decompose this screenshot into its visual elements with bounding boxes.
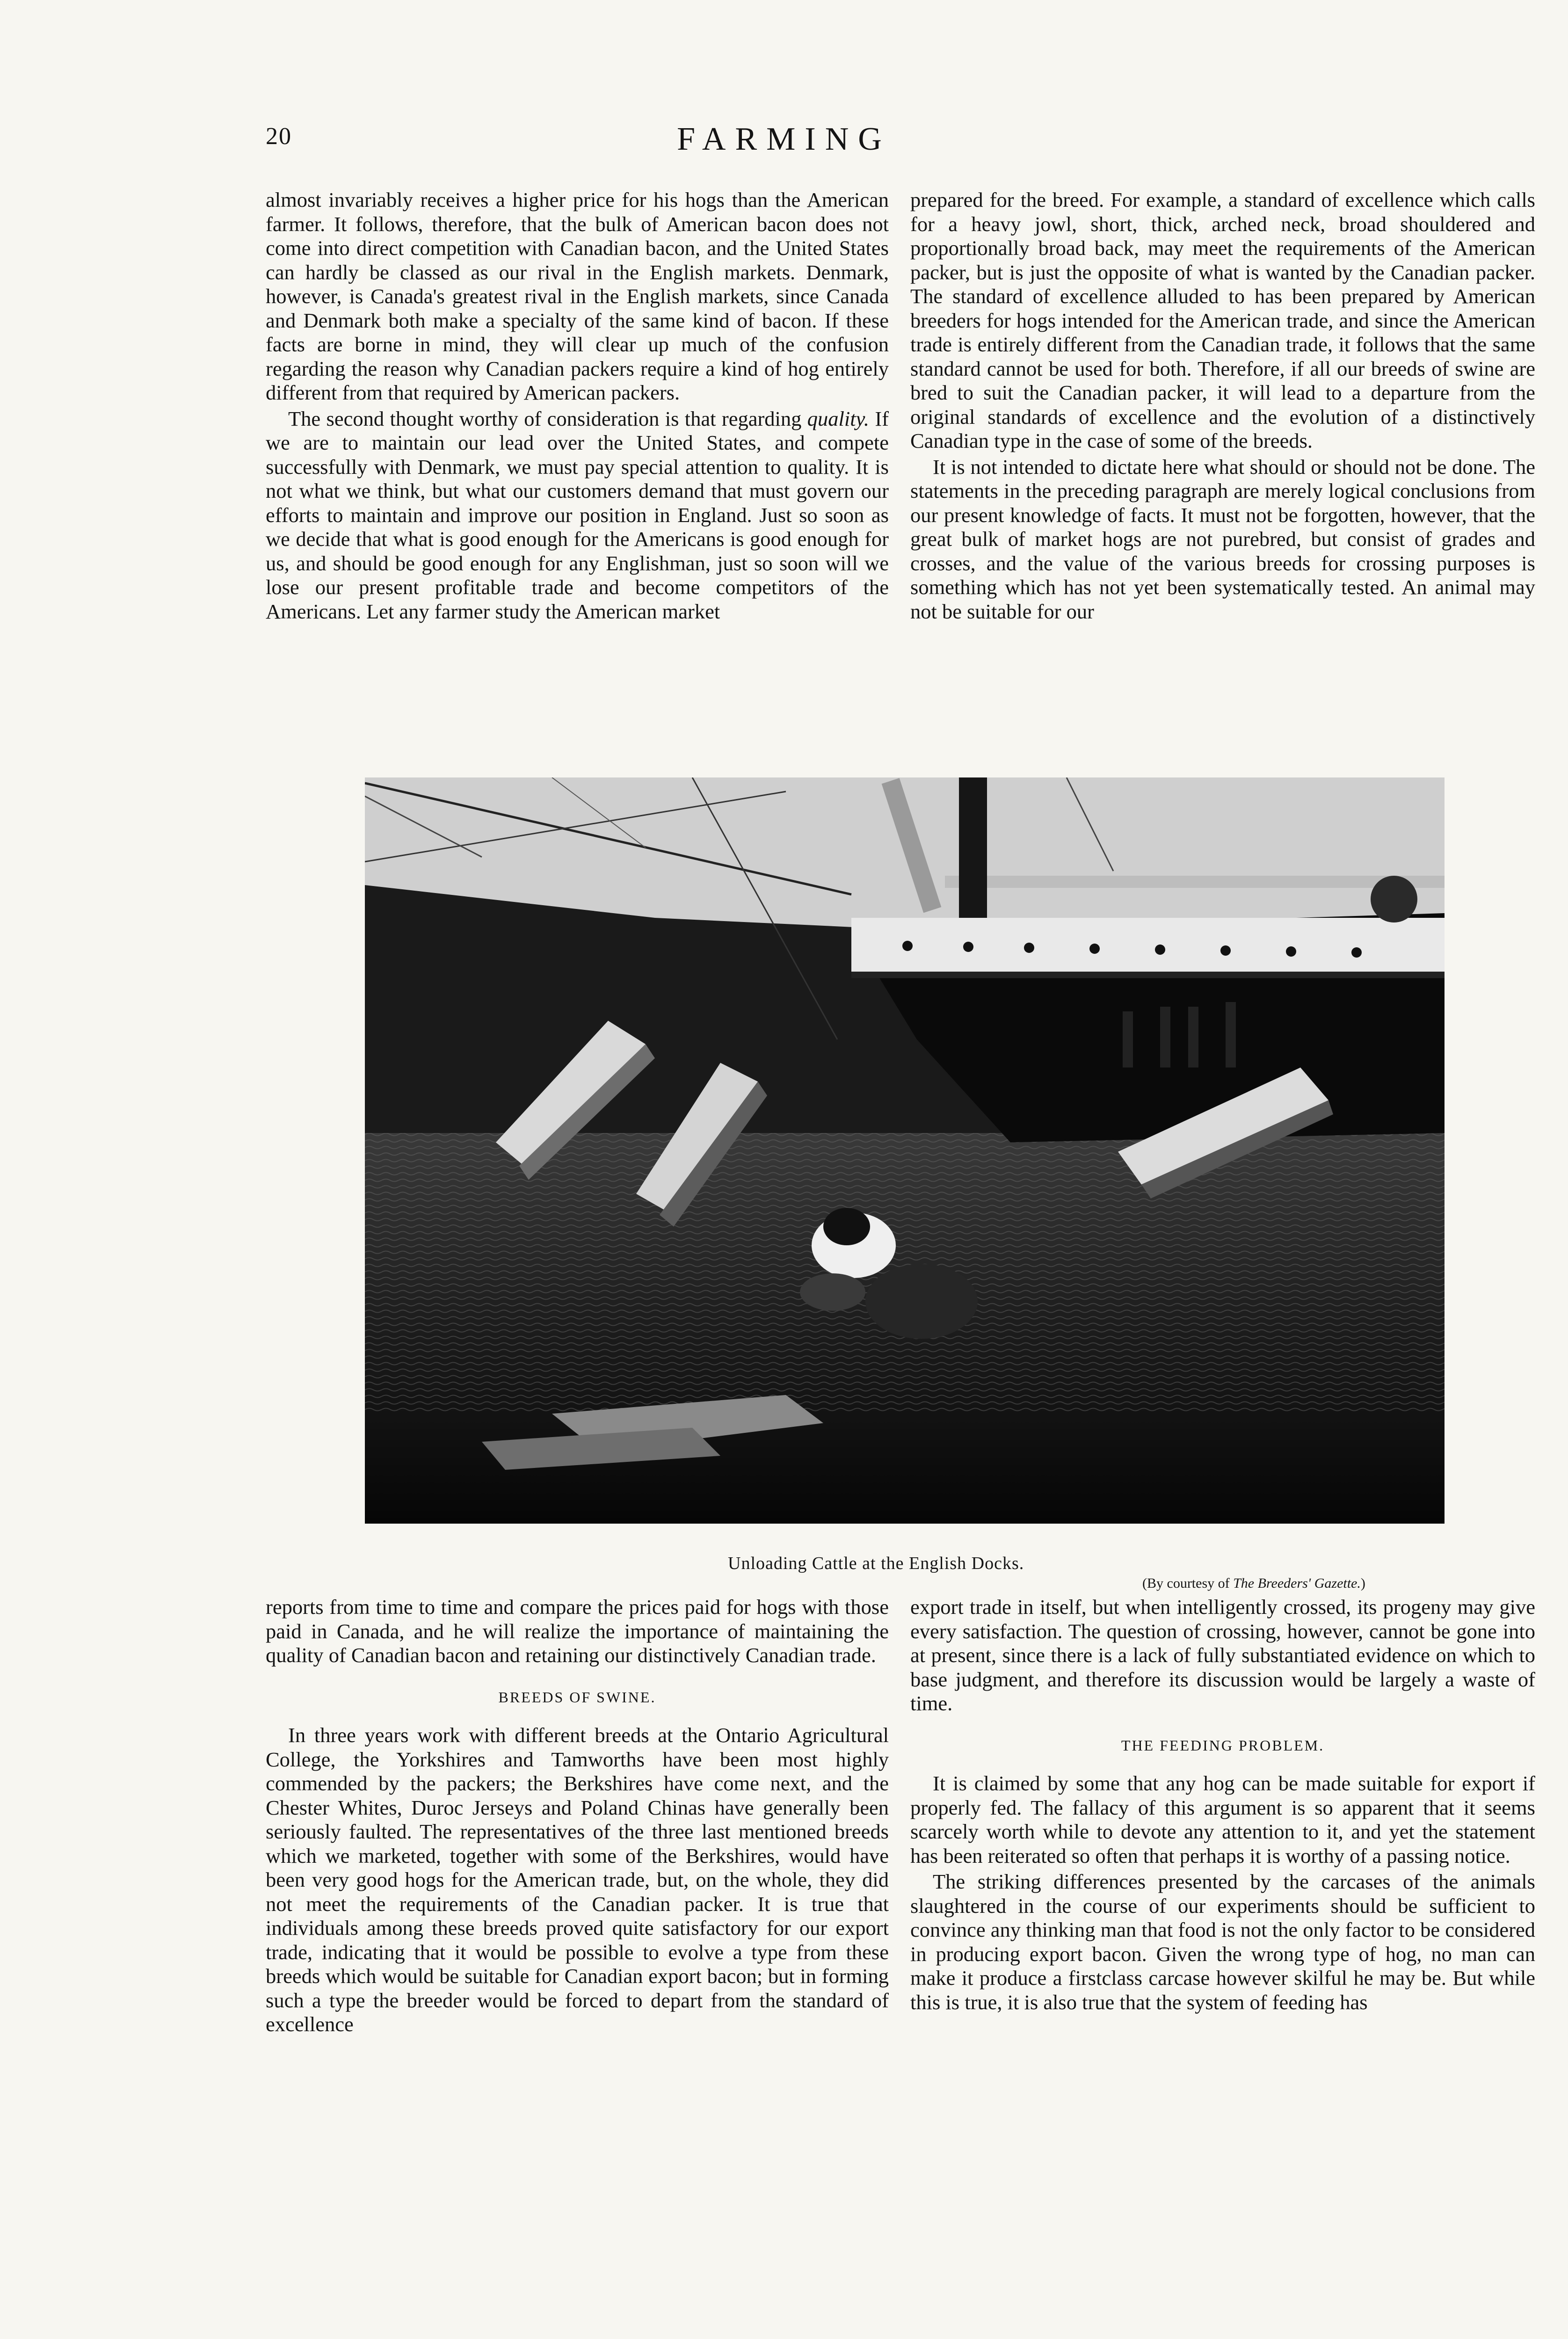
running-head: FARMING [677, 121, 891, 157]
paragraph: export trade in itself, but when intelligently crossed, its progeny may give every satisfaction. The question of crossing, however, cannot be gone into at present, since there is a lack of fully substantiated evidence on which to base judgment, and therefore its discussion would be largely a waste of time. [910, 1595, 1535, 1715]
paragraph: The striking differences presented by the carcases of the animals slaughtered in the course of our experiments should be sufficient to convince any thinking man that food is not the only factor to be considered in producing export bacon. Given the wrong type of hog, no man can make it produce a firstclass carcase however skilful he may be. But while this is true, it is also true that the system of feeding has [910, 1870, 1535, 2014]
quality-paragraph: The second thought worthy of consideration is that regarding quality. If we are to maintain our lead over the United States, and compete successfully with Denmark, we must pay special attention to quality. It is not what we think, but what our customers demand that must govern our efforts to maintain and improve our position in England. Just so soon as we decide that what is good enough for the Americans is good enough for us, and should be good enough for any Englishman, just so soon will we lose our present profitable trade and become competitors of the Americans. Let any farmer study the American market [266, 407, 889, 623]
paragraph: reports from time to time and compare the prices paid for hogs with those paid in Canada, and he will realize the importance of maintaining the quality of Canadian bacon and retaining our distinctively Canadian trade. [266, 1595, 889, 1667]
quality-emphasis: quality. [807, 407, 869, 430]
paragraph: prepared for the breed. For example, a standard of excellence which calls for a heavy jowl, short, thick, arched neck, broad shouldered and proportionally broad back, may meet the requirements of the American packer, but is just the opposite of what is wanted by the Canadian packer. The standard of excellence alluded to has been prepared by American breeders for hogs intended for the American trade, and since the American trade is entirely different from the Canadian trade, it follows that the same standard cannot be used for both. Therefore, if all our breeds of swine are bred to suit the Canadian packer, it will lead to a departure from the original standards of excellence and the evolution of a distinctively Canadian type in the case of some of the breeds. [910, 188, 1535, 452]
paragraph: almost invariably receives a higher price for his hogs than the American farmer. It follows, therefore, that the bulk of American bacon does not come into direct competition with Canadian bacon, and the United States can hardly be classed as our rival in the English markets. Denmark, however, is Canada's greatest rival in the English markets, since Canada and Denmark both make a specialty of the same kind of bacon. If these facts are borne in mind, they will clear up much of the confusion regarding the reason why Canadian packers require a kind of hog entirely different from that required by American packers. [266, 188, 889, 404]
paragraph: It is not intended to dictate here what should or should not be done. The statements in the preceding paragraph are merely logical conclusions from our present knowledge of facts. It must not be forgotten, however, that the great bulk of market hogs are not purebred, but consist of grades and crosses, and the value of the various breeds for crossing purposes is something which has not yet been systematically tested. An animal may not be suitable for our [910, 455, 1535, 623]
dock-photograph [365, 777, 1445, 1524]
figure-credit: (By courtesy of The Breeders' Gazette.) [1142, 1576, 1365, 1591]
top-left-column [266, 188, 889, 625]
top-right-column [910, 188, 1535, 625]
section-heading-feeding: THE FEEDING PROBLEM. [1121, 1736, 1325, 1754]
paragraph: In three years work with different breeds at the Ontario Agricultural College, the Yorkshires and Tamworths have been most highly commended by the packers; the Berkshires have come next, and the Chester Whites, Duroc Jerseys and Poland Chinas have generally been seriously faulted. The representatives of the three last mentioned breeds which we marketed, together with some of the Berkshires, would have been very good hogs for the American trade, but, on the whole, they did not meet the requirements of the Canadian packer. It is true that individuals among these breeds proved quite satisfactory for our export trade, indicating that it would be possible to evolve a type from these breeds which would be suitable for Canadian export bacon; but in forming such a type the breeder would be forced to depart from the standard of excellence [266, 1723, 889, 2036]
bottom-right-column [910, 1595, 1535, 2016]
paragraph: It is claimed by some that any hog can be made suitable for export if properly fed. The fallacy of this argument is so apparent that it seems scarcely worth while to devote any attention to it, and yet the statement has been reiterated so often that perhaps it is worthy of a passing notice. [910, 1772, 1535, 1867]
section-heading-breeds: BREEDS OF SWINE. [498, 1688, 656, 1706]
figure-caption: Unloading Cattle at the English Docks. [728, 1554, 1024, 1573]
page-number: 20 [266, 123, 292, 150]
bottom-left-column [266, 1595, 889, 2039]
